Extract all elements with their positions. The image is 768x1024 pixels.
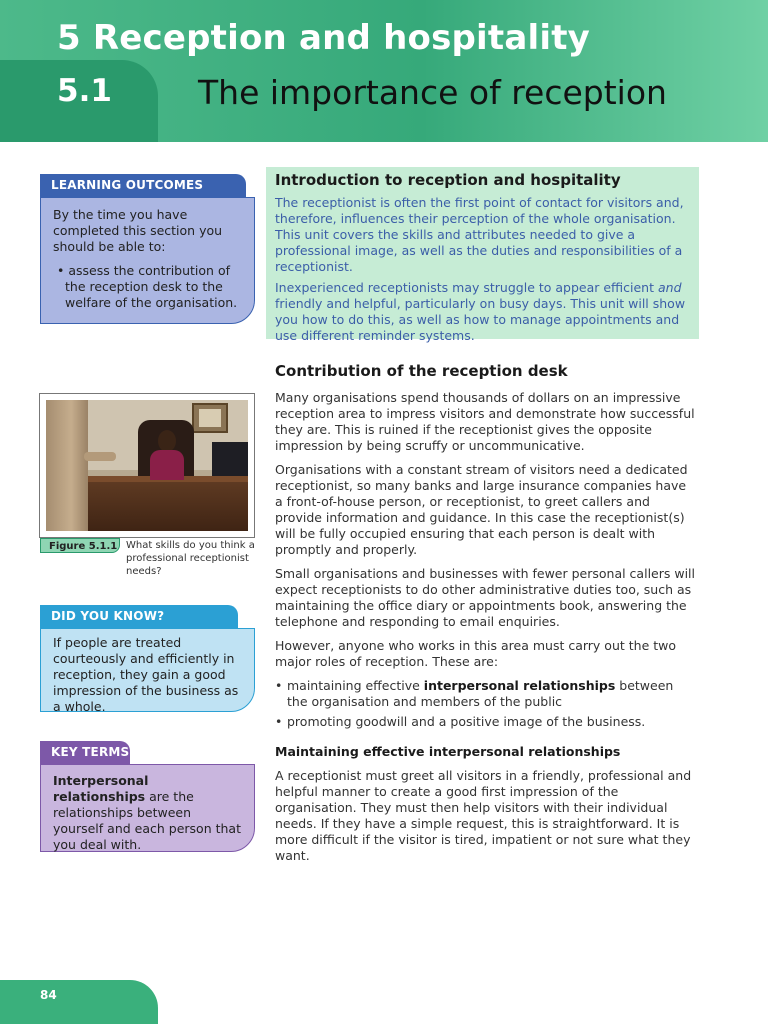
page-number-tab: [0, 980, 158, 1024]
photo-wall-picture: [192, 403, 228, 433]
subsection-heading: Maintaining effective interpersonal relationships: [275, 744, 621, 759]
paragraph: However, anyone who works in this area must carry out the two major roles of reception. These are:: [275, 638, 677, 669]
photo-visitor-arm: [84, 452, 116, 461]
key-term: Interpersonal relationships: [53, 773, 149, 804]
photo-receptionist-head: [158, 430, 176, 452]
reception-roles-list: [275, 678, 695, 730]
learning-outcomes-box: [40, 197, 255, 324]
key-terms-box: [40, 764, 255, 852]
did-you-know-text: If people are treated courteously and efficiently in reception, they gain a good impression of the business as a whole.: [53, 635, 239, 714]
learning-outcomes-list: [53, 263, 242, 311]
photo-receptionist: [150, 430, 184, 480]
paragraph: Many organisations spend thousands of dollars on an impressive reception area to impress visitors and demonstrate how successful they are. This is ruined if the receptionist gives the opposite impression by being scruffy or uncommunicative.: [275, 390, 695, 453]
learning-outcomes-label: LEARNING OUTCOMES: [40, 174, 246, 197]
introduction-heading: Introduction to reception and hospitality: [275, 171, 621, 189]
figure-caption: What skills do you think a professional receptionist needs?: [126, 540, 255, 577]
photo-visitor: [46, 400, 88, 531]
list-item: • assess the contribution of the reception desk to the welfare of the organisation.: [57, 263, 238, 310]
section-heading: Contribution of the reception desk: [275, 362, 568, 380]
did-you-know-box: [40, 628, 255, 712]
list-item: • maintaining effective interpersonal relationships between the organisation and members of the public: [275, 678, 674, 709]
introduction-box: [266, 167, 699, 343]
chapter-title: 5 Reception and hospitality: [57, 18, 591, 58]
photo-monitor: [212, 442, 248, 476]
section-number: 5.1: [57, 73, 112, 109]
did-you-know-label: DID YOU KNOW?: [40, 605, 238, 628]
paragraph: Small organisations and businesses with fewer personal callers will expect receptionists to do other administrative duties too, such as maintaining the office diary or appointments book, answering the telephone and responding to email enquiries.: [275, 566, 695, 629]
page-number: 84: [40, 988, 57, 1002]
introduction-paragraph-2: Inexperienced receptionists may struggle to appear efficient and friendly and helpful, particularly on busy days. This unit will show you how to do this, as well as how to manage appointments and use different reminder systems.: [275, 280, 686, 343]
key-term-definition: are the relationships between yourself and each person that you deal with.: [53, 789, 241, 852]
photo-desk: [80, 482, 248, 531]
figure-tag: Figure 5.1.1: [40, 538, 120, 553]
list-item: • promoting goodwill and a positive image of the business.: [275, 714, 646, 729]
key-terms-label: KEY TERMS: [40, 741, 130, 764]
introduction-paragraph-1: The receptionist is often the first point of contact for visitors and, therefore, influences their perception of the whole organisation. This unit covers the skills and attributes needed to give a professional image, as well as the duties and responsibilities of a receptionist.: [275, 195, 684, 274]
photo-receptionist-body: [150, 450, 184, 480]
paragraph: A receptionist must greet all visitors in a friendly, professional and helpful manner to create a good first impression of the organisation. They must then help visitors with their individual needs. If they have a simple request, this is straightforward. It is more difficult if the visitor is tired, impatient or not sure what they want.: [275, 768, 692, 863]
receptionist-photo: [46, 400, 248, 531]
figure-frame: [39, 393, 255, 538]
learning-outcomes-intro: By the time you have completed this section you should be able to:: [53, 207, 223, 254]
section-title: The importance of reception: [198, 73, 667, 112]
paragraph: Organisations with a constant stream of visitors need a dedicated receptionist, so many banks and large insurance companies have a front-of-house person, or receptionist, to greet callers and provide information and guidance. In this case the receptionist(s) will be fully occupied ensuring that each person is dealt with promptly and properly.: [275, 462, 688, 557]
main-content: [275, 362, 695, 872]
